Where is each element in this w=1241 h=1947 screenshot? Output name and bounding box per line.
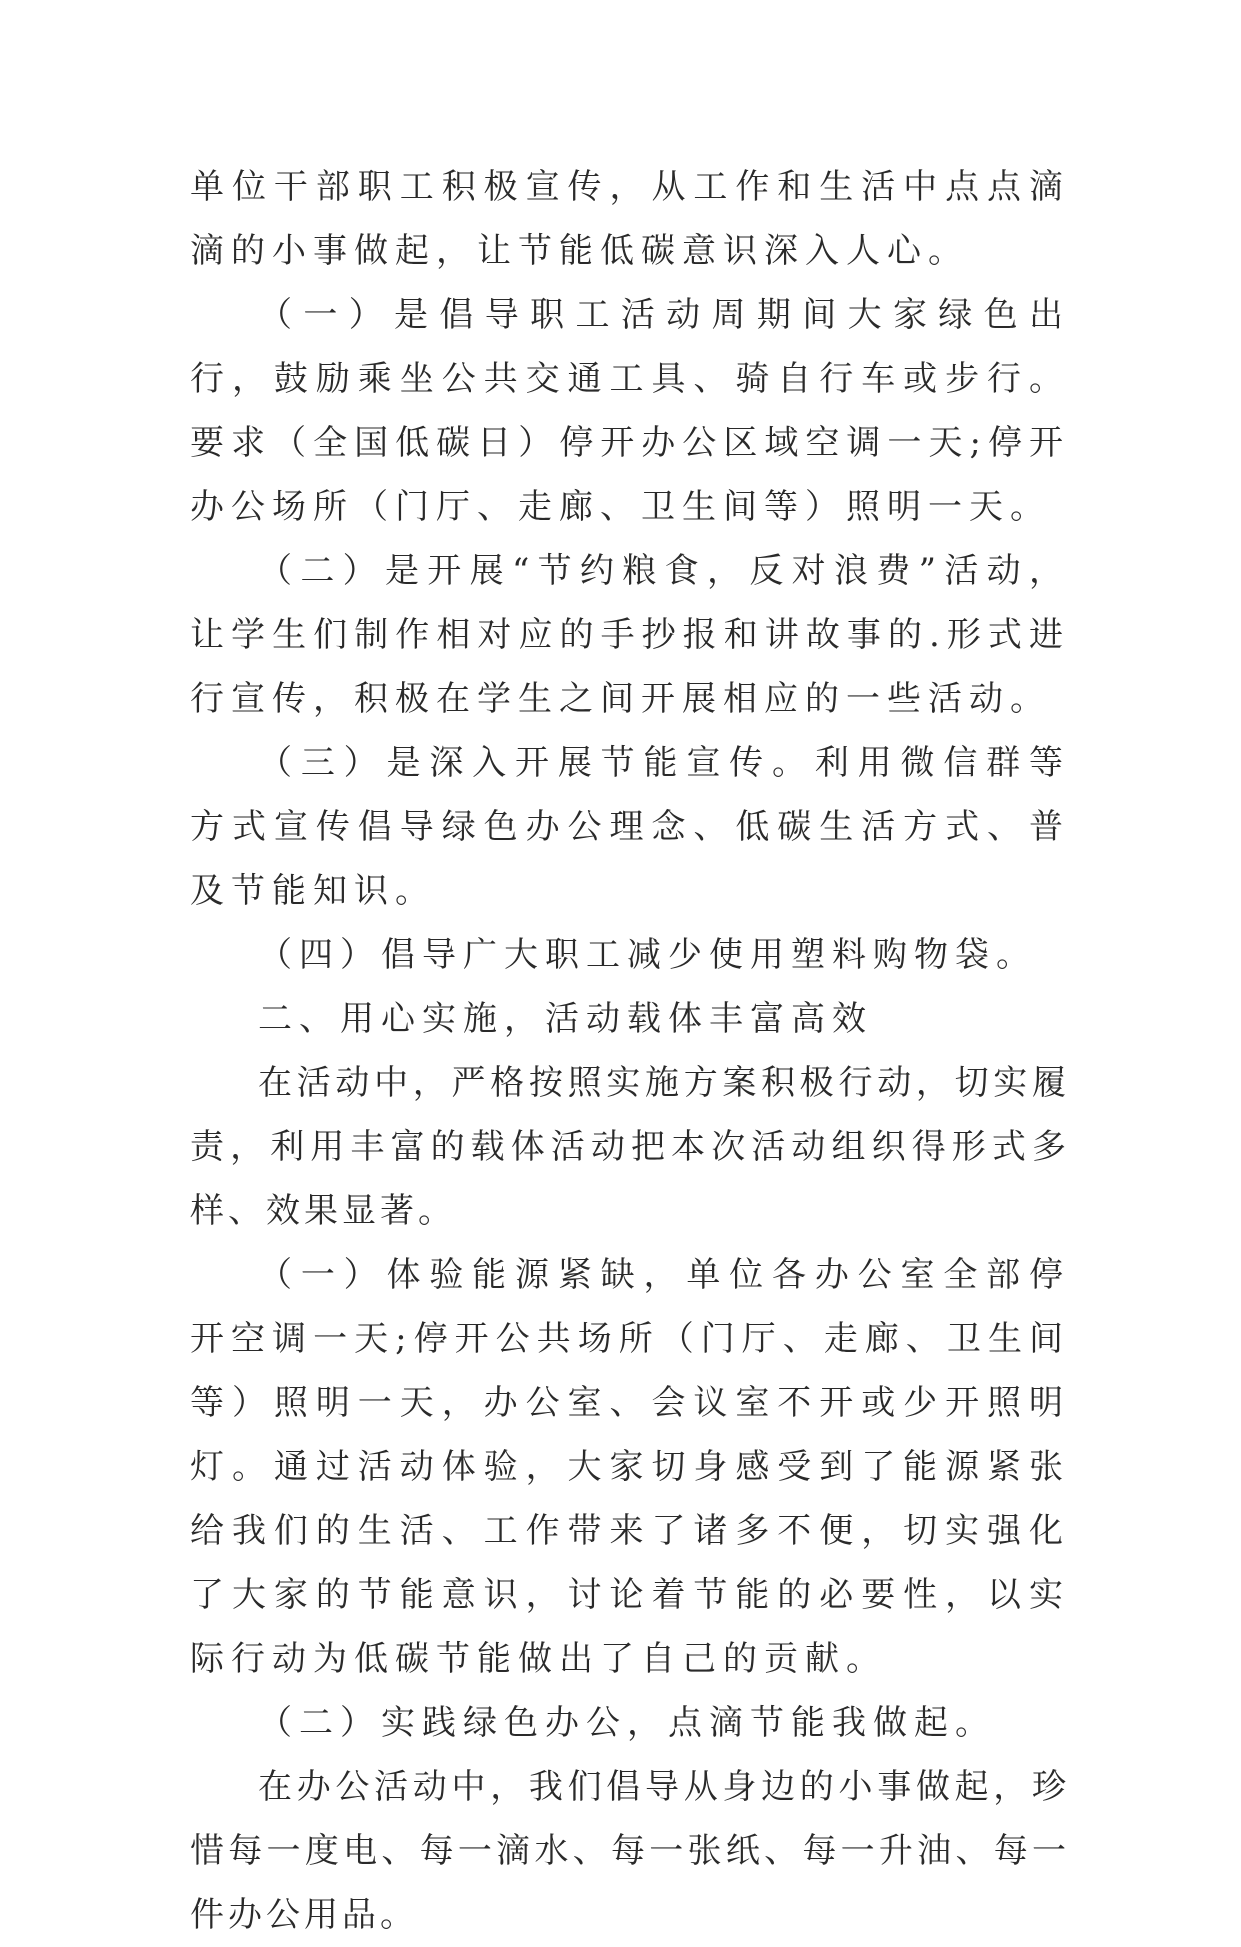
- paragraph-section-2-intro: 在活动中，严格按照实施方案积极行动，切实履责，利用丰富的载体活动把本次活动组织得形式多样、效果显著。: [190, 1063, 1070, 1231]
- paragraph-item-4: （四）倡导广大职工减少使用塑料购物袋。: [258, 935, 1037, 975]
- paragraph-section-2-item-1: （一）体验能源紧缺，单位各办公室全部停开空调一天;停开公共场所（门厅、走廊、卫生间等）照明一天，办公室、会议室不开或少开照明灯。通过活动体验，大家切身感受到了能源紧张给我们的生活、工作带来了诸多不便，切实强化了大家的节能意识，讨论着节能的必要性，以实际行动为低碳节能做出了自己的贡献。: [190, 1255, 1070, 1679]
- paragraph-section-2-item-2-detail: 在办公活动中，我们倡导从身边的小事做起，珍惜每一度电、每一滴水、每一张纸、每一升油、每一件办公用品。: [190, 1767, 1070, 1935]
- paragraph-item-2: （二）是开展“节约粮食，反对浪费”活动，让学生们制作相对应的手抄报和讲故事的.形式进行宣传，积极在学生之间开展相应的一些活动。: [190, 551, 1070, 719]
- paragraph-item-3: （三）是深入开展节能宣传。利用微信群等方式宣传倡导绿色办公理念、低碳生活方式、普及节能知识。: [190, 743, 1070, 911]
- paragraph-section-2-item-2: （二）实践绿色办公，点滴节能我做起。: [258, 1703, 996, 1743]
- paragraph-item-1: （一）是倡导职工活动周期间大家绿色出行，鼓励乘坐公共交通工具、骑自行车或步行。要求（全国低碳日）停开办公区域空调一天;停开办公场所（门厅、走廊、卫生间等）照明一天。: [190, 295, 1070, 527]
- section-heading-2: 二、用心实施，活动载体丰富高效: [258, 999, 873, 1039]
- paragraph-intro-continuation: 单位干部职工积极宣传，从工作和生活中点点滴滴的小事做起，让节能低碳意识深入人心。: [190, 167, 1070, 271]
- document-body: [190, 155, 1070, 1947]
